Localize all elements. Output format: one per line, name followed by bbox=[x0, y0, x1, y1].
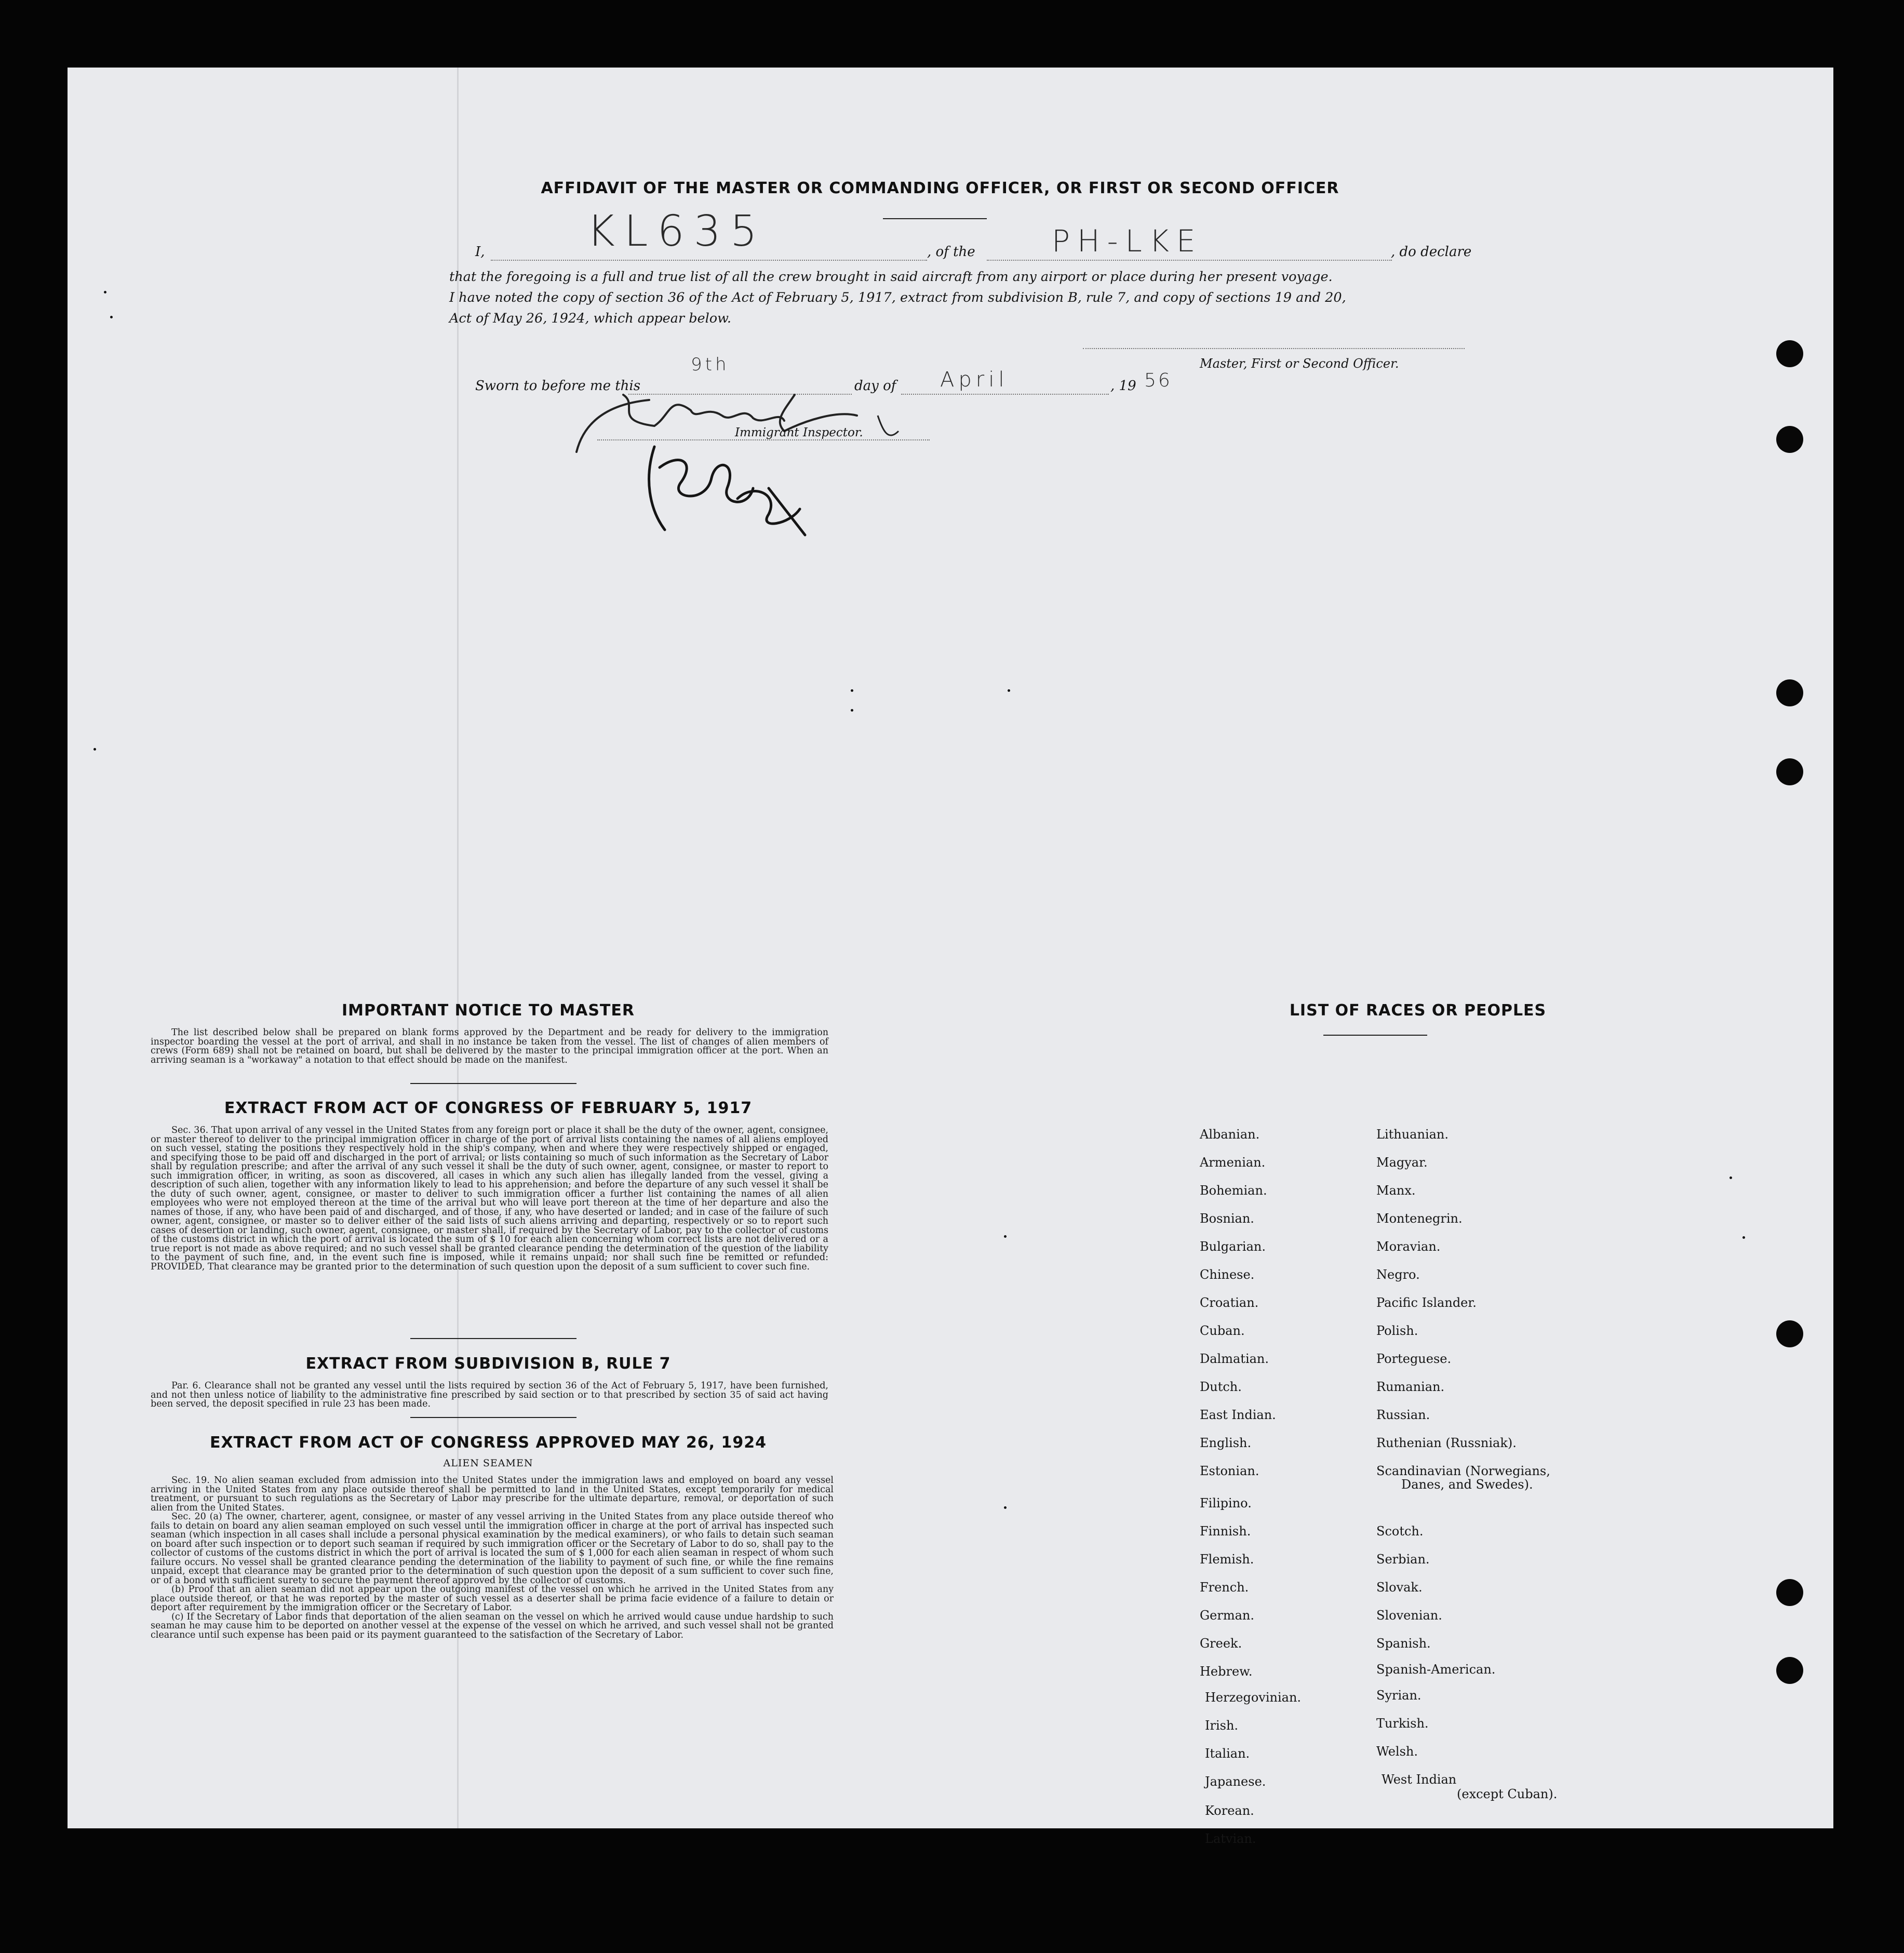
notice-title: IMPORTANT NOTICE TO MASTER bbox=[342, 1001, 635, 1020]
sec-20a-text: Sec. 20 (a) The owner, charterer, agent, consignee, or master of any vessel arriving in the United States from any place outside thereof who fails to detain on board any alien seaman employed on such vessel until the immigration officer in charge at the port of arrival has inspected such seaman (which inspection in all cases shall include a personal physical examination by the medical examiners), or who fails to detain such seaman on board after such inspection or to deport such seaman if required by such immigration officer or the Secretary of Labor to do so, shall pay to the collector of customs of the customs district in which the port of arrival is located the sum of $ 1,000 for each alien seaman in respect of whom such failure occurs. No vessel shall be granted clearance pending the determination of the liability to payment of such fine, or while the fine remains unpaid, except that clearance may be granted prior to the determination of such question upon the deposit of a sum sufficient to cover such fine, or of a bond with sufficient surety to secure the payment thereof approved by the collector of customs. bbox=[151, 1511, 834, 1586]
race-item: Ruthenian (Russniak). bbox=[1376, 1436, 1517, 1450]
sec-20b-text: (b) Proof that an alien seaman did not appear upon the outgoing manifest of the vessel on which he arrived in the United States from any place outside thereof, or that he was reported by the master of such vessel as a deserter shall be prima facie evidence of a failure to detain or deport after requirement by the immigration officer or the Secretary of Labor. bbox=[151, 1584, 834, 1613]
race-item: Hebrew. bbox=[1200, 1664, 1253, 1679]
punch-hole bbox=[1776, 1579, 1803, 1606]
race-item: Albanian. bbox=[1200, 1127, 1260, 1142]
master-caption: Master, First or Second Officer. bbox=[1200, 356, 1399, 371]
race-item: Bosnian. bbox=[1200, 1211, 1254, 1226]
punch-hole bbox=[1776, 426, 1803, 453]
race-item: Scandinavian (Norwegians, bbox=[1376, 1464, 1550, 1478]
race-item: Danes, and Swedes). bbox=[1401, 1477, 1533, 1492]
extract-1917-title: EXTRACT FROM ACT OF CONGRESS OF FEBRUARY 5, 1917 bbox=[224, 1099, 753, 1117]
inspector-caption: Immigrant Inspector. bbox=[735, 426, 863, 439]
speck bbox=[104, 291, 106, 293]
race-item: Spanish-American. bbox=[1376, 1662, 1496, 1677]
pronoun-label: I, bbox=[475, 244, 485, 260]
affidavit-line-2: I have noted the copy of section 36 of the Act of February 5, 1917, extract from subdivision B, rule 7, and copy of sections 19 and 20, bbox=[449, 290, 1346, 305]
race-item: Japanese. bbox=[1205, 1774, 1266, 1789]
race-item: Herzegovinian. bbox=[1205, 1690, 1302, 1705]
notice-text: The list described below shall be prepared on blank forms approved by the Department and be ready for delivery to the immigration inspector boarding the vessel at the port of arrival, and shall in no instance be taken from the vessel. The list of changes of alien members of crews (Form 689) shall not be retained on board, but shall be delivered by the master to the principal immigration officer at the port. When an arriving seaman is a "workaway" a notation to that effect should be made on the manifest. bbox=[151, 1027, 828, 1065]
race-item: Pacific Islander. bbox=[1376, 1295, 1477, 1310]
handwritten-name: KL635 bbox=[587, 207, 767, 256]
races-list bbox=[1200, 1127, 1636, 1854]
race-item: West Indian bbox=[1382, 1772, 1457, 1787]
race-item: Serbian. bbox=[1376, 1552, 1430, 1567]
race-item: Dalmatian. bbox=[1200, 1352, 1269, 1366]
race-item: French. bbox=[1200, 1580, 1249, 1595]
punch-hole bbox=[1776, 1657, 1803, 1684]
sworn-label: Sworn to before me this bbox=[475, 378, 641, 394]
speck bbox=[1008, 689, 1010, 692]
year-prefix: , 19 bbox=[1110, 378, 1136, 394]
race-item: Montenegrin. bbox=[1376, 1211, 1463, 1226]
day-of-label: day of bbox=[854, 378, 896, 394]
race-item: Spanish. bbox=[1376, 1636, 1431, 1651]
name-line bbox=[491, 260, 927, 261]
race-item: Greek. bbox=[1200, 1636, 1242, 1651]
race-item: Moravian. bbox=[1376, 1239, 1441, 1254]
race-item: Bulgarian. bbox=[1200, 1239, 1266, 1254]
extract-1924-body bbox=[151, 1476, 834, 1640]
race-item: Manx. bbox=[1376, 1183, 1416, 1198]
affidavit-title-rule bbox=[883, 218, 987, 219]
race-item: Chinese. bbox=[1200, 1267, 1255, 1282]
race-item: Italian. bbox=[1205, 1746, 1250, 1761]
race-item: Magyar. bbox=[1376, 1155, 1428, 1170]
race-item: German. bbox=[1200, 1608, 1254, 1623]
race-item: Irish. bbox=[1205, 1718, 1239, 1733]
extract-1917-rule bbox=[410, 1338, 576, 1339]
rule-7-title: EXTRACT FROM SUBDIVISION B, RULE 7 bbox=[305, 1355, 671, 1373]
punch-hole bbox=[1776, 679, 1803, 706]
affidavit-title: AFFIDAVIT OF THE MASTER OR COMMANDING OFFICER, OR FIRST OR SECOND OFFICER bbox=[541, 179, 1339, 197]
sec-36-text: Sec. 36. That upon arrival of any vessel in the United States from any foreign port or place it shall be the duty of the owner, agent, consignee, or master thereof to deliver to the principal immigration officer in charge of the port of arrival lists containing the names of all aliens employed on such vessel, stating the positions they respectively hold in the ship's company, when and where they were respectively shipped or engaged, and specifying those to be paid off and discharged in the port of arrival; or lists containing so much of such information as the Secretary of Labor shall by regulation prescribe; and after the arrival of any such vessel it shall be the duty of such owner, agent, consignee, or master to report to such immigration officer, in writing, as soon as discovered, all cases in which any such alien has illegally landed from the vessel, giving a description of such alien, together with any information likely to lead to his apprehension; and before the departure of any such vessel it shall be the duty of such owner, agent, consignee, or master to deliver to such immigration officer a further list containing the names of all alien employees who were not employed thereon at the time of the arrival but who will leave port thereon at the time of her departure and also the names of those, if any, who have been paid of and discharged, and of those, if any, who have deserted or landed; and in case of the failure of such owner, agent, consignee, or master so to deliver either of the said lists of such aliens arriving and departing, respectively or so to report such cases of desertion or landing, such owner, agent, consignee, or master shall, if required by the Secretary of Labor, pay to the collector of customs of the customs district in which the port of arrival is located the sum of $ 10 for each alien concerning whom correct lists are not delivered or a true report is not made as above required; and no such vessel shall be granted clearance pending the determination of the question of the liability to the payment of such fine, and, in the event such fine is imposed, while it remains unpaid; nor shall such fine be remitted or refunded: PROVIDED, That clearance may be granted prior to the determination of such question upon the deposit of a sum sufficient to cover such fine. bbox=[151, 1125, 828, 1272]
race-item: Flemish. bbox=[1200, 1552, 1254, 1567]
race-item: Korean. bbox=[1205, 1803, 1254, 1818]
races-title: LIST OF RACES OR PEOPLES bbox=[1289, 1001, 1547, 1020]
rule-7-body bbox=[151, 1382, 828, 1409]
race-item: Lithuanian. bbox=[1376, 1127, 1449, 1142]
race-item: Negro. bbox=[1376, 1267, 1420, 1282]
races-title-rule bbox=[1323, 1035, 1427, 1036]
race-item: Turkish. bbox=[1376, 1716, 1429, 1731]
handwritten-day: 9th bbox=[691, 354, 730, 375]
race-item: Croatian. bbox=[1200, 1295, 1259, 1310]
speck bbox=[851, 689, 853, 692]
race-item: Polish. bbox=[1376, 1323, 1418, 1338]
race-item: Slovenian. bbox=[1376, 1608, 1442, 1623]
master-signature-line bbox=[1083, 348, 1465, 349]
race-item: Scotch. bbox=[1376, 1524, 1424, 1539]
punch-hole bbox=[1776, 1320, 1803, 1347]
speck bbox=[851, 709, 853, 712]
race-item: Latvian. bbox=[1205, 1831, 1256, 1846]
par-6-text: Par. 6. Clearance shall not be granted any vessel until the lists required by section 36 of the Act of February 5, 1917, have been furnished, and not then unless notice of liability to the administrative fine prescribed by said section or to that prescribed by section 35 of said act having been served, the deposit specified in rule 23 has been made. bbox=[151, 1381, 828, 1409]
handwritten-aircraft: PH-LKE bbox=[1052, 223, 1203, 259]
race-item: Dutch. bbox=[1200, 1380, 1242, 1394]
do-declare-label: , do declare bbox=[1391, 244, 1472, 260]
speck bbox=[93, 748, 96, 751]
race-item: Rumanian. bbox=[1376, 1380, 1445, 1394]
race-item: Bohemian. bbox=[1200, 1183, 1267, 1198]
race-item: Russian. bbox=[1376, 1408, 1430, 1422]
document-page bbox=[68, 68, 1833, 1846]
notice-rule bbox=[410, 1083, 576, 1084]
sec-20c-text: (c) If the Secretary of Labor finds that deportation of the alien seaman on the vessel on which he arrived would cause undue hardship to such seaman he may cause him to be deported on another vessel at the expense of the vessel on which he arrived, and such vessel shall not be granted clearance until such expense has been paid or its payment guaranteed to the satisfaction of the Secretary of Labor. bbox=[151, 1611, 834, 1640]
race-item: Filipino. bbox=[1200, 1496, 1252, 1510]
notice-body bbox=[151, 1028, 828, 1065]
speck bbox=[1742, 1236, 1745, 1239]
affidavit-line-1: that the foregoing is a full and true list of all the crew brought in said aircraft from any airport or place during her present voyage. bbox=[449, 269, 1333, 285]
race-item: Porteguese. bbox=[1376, 1352, 1452, 1366]
speck bbox=[1004, 1235, 1007, 1238]
race-item: Finnish. bbox=[1200, 1524, 1251, 1539]
alien-seamen-subtitle: ALIEN SEAMEN bbox=[443, 1457, 533, 1469]
race-item: English. bbox=[1200, 1436, 1252, 1450]
speck bbox=[1729, 1176, 1732, 1179]
extract-1924-title: EXTRACT FROM ACT OF CONGRESS APPROVED MAY 26, 1924 bbox=[210, 1434, 767, 1452]
handwritten-year: 56 bbox=[1144, 370, 1172, 391]
initials-signature bbox=[634, 431, 821, 545]
handwritten-month: April bbox=[940, 368, 1009, 392]
race-item: East Indian. bbox=[1200, 1408, 1276, 1422]
punch-hole bbox=[1776, 758, 1803, 785]
punch-hole bbox=[1776, 340, 1803, 367]
speck bbox=[1004, 1506, 1007, 1509]
race-item: Welsh. bbox=[1376, 1744, 1418, 1759]
extract-1917-body bbox=[151, 1126, 828, 1272]
race-item: (except Cuban). bbox=[1457, 1787, 1558, 1801]
aircraft-line bbox=[987, 260, 1392, 261]
race-item: Slovak. bbox=[1376, 1580, 1423, 1595]
of-the-label: , of the bbox=[927, 244, 975, 260]
race-item: Cuban. bbox=[1200, 1323, 1245, 1338]
affidavit-line-3: Act of May 26, 1924, which appear below. bbox=[449, 311, 732, 326]
rule-7-rule bbox=[410, 1417, 576, 1418]
sec-19-text: Sec. 19. No alien seaman excluded from admission into the United States under the immigration laws and employed on board any vessel arriving in the United States from any place outside thereof shall be permitted to land in the United States, except temporarily for medical treatment, or pursuant to such regulations as the Secretary of Labor may prescribe for the ultimate departure, removal, or deportation of such alien from the United States. bbox=[151, 1475, 834, 1513]
speck bbox=[110, 316, 113, 318]
race-item: Armenian. bbox=[1200, 1155, 1266, 1170]
race-item: Syrian. bbox=[1376, 1688, 1422, 1703]
race-item: Estonian. bbox=[1200, 1464, 1259, 1478]
